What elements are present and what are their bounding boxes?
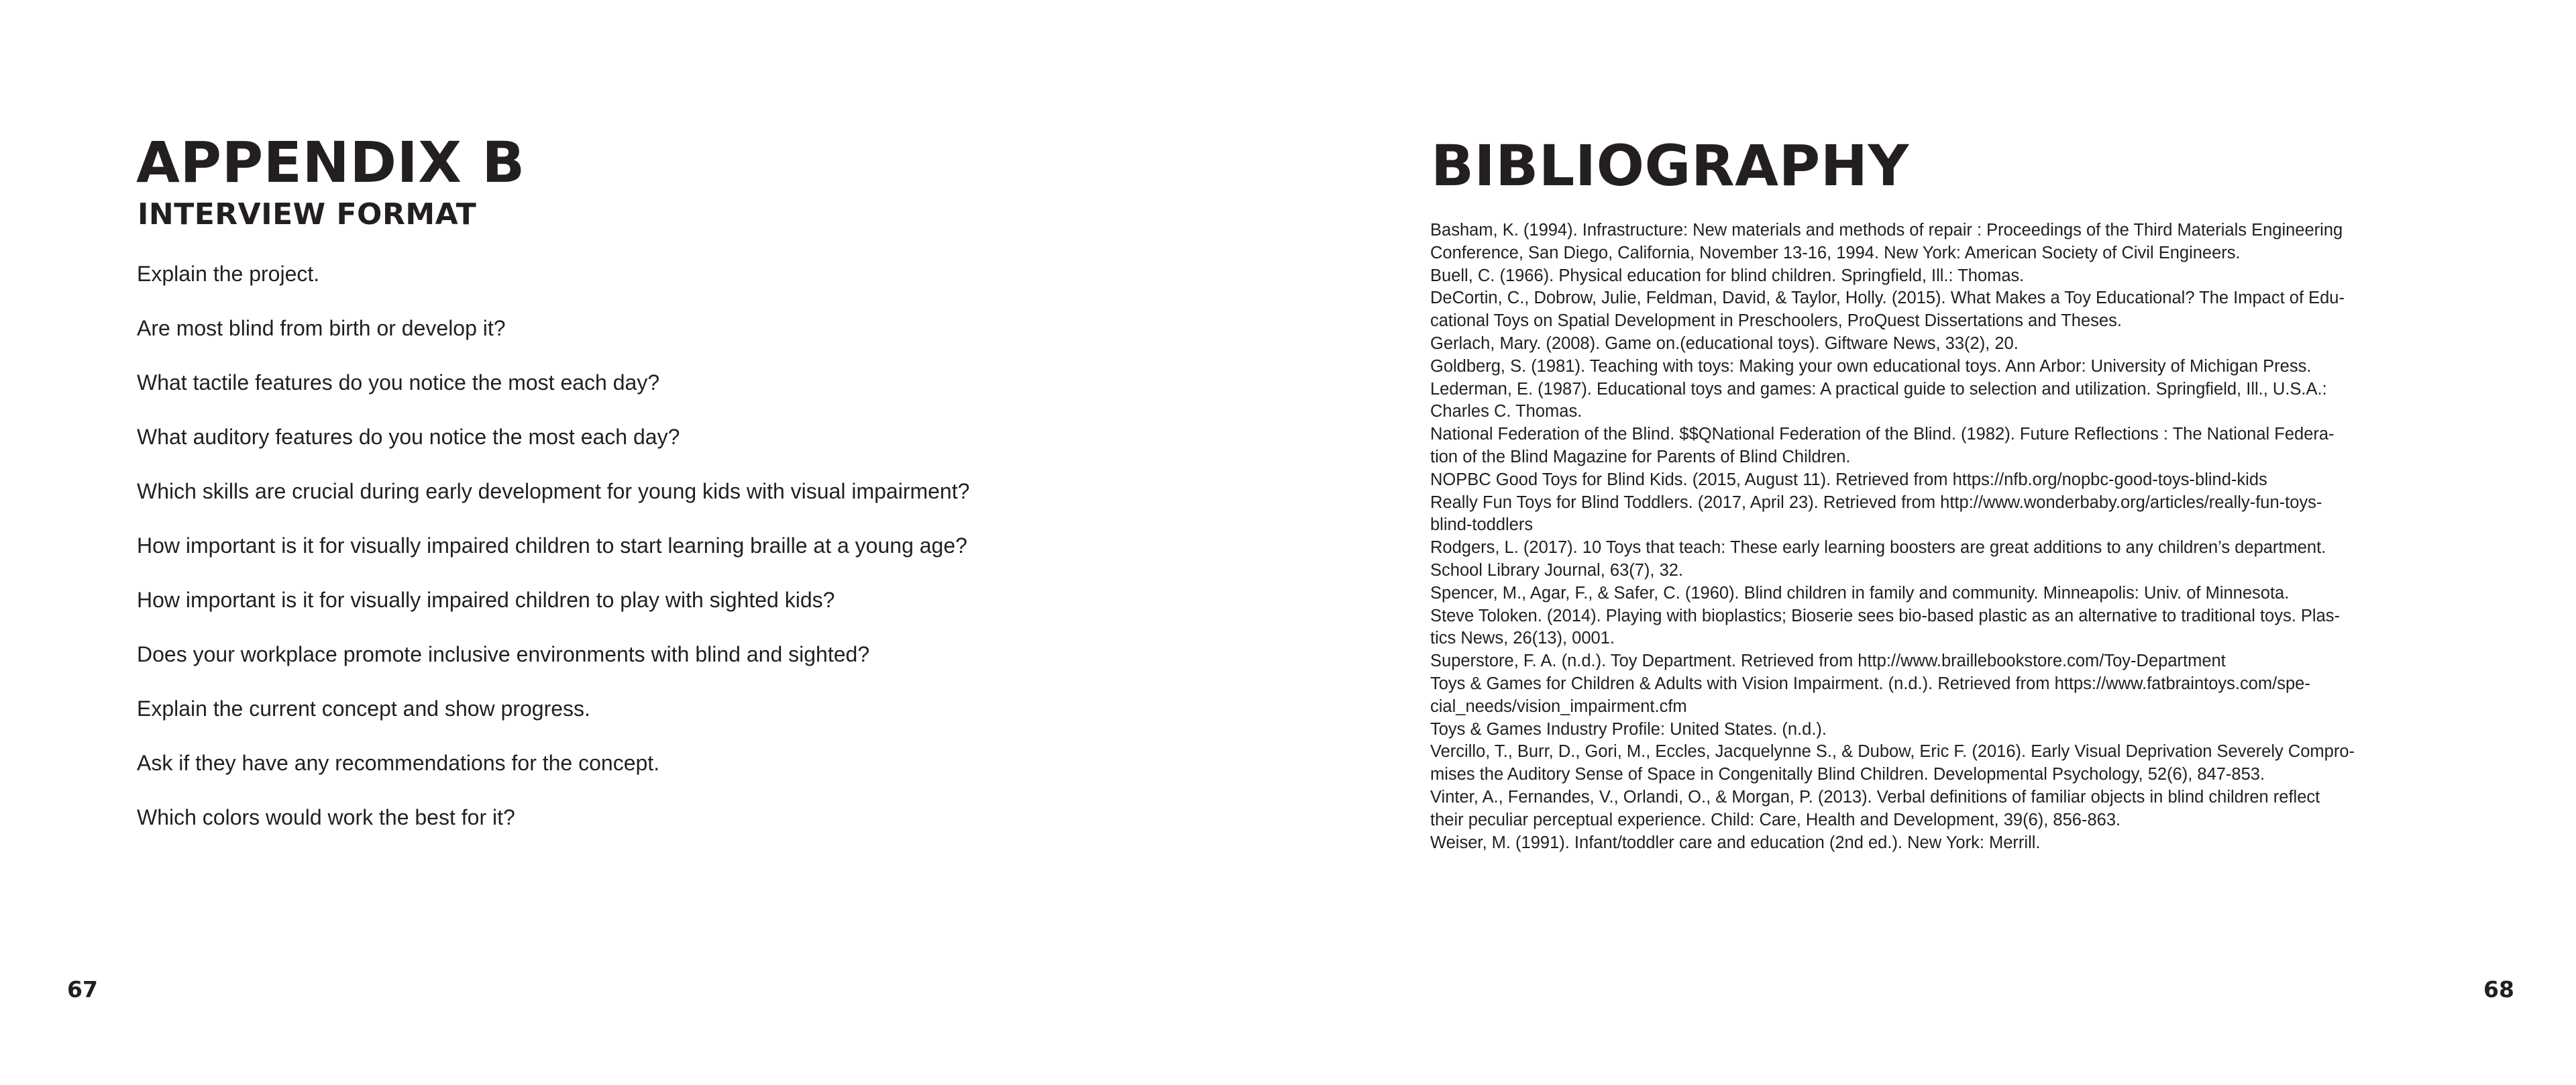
bibliography-entry — [1430, 333, 2450, 356]
bibliography-line: Basham, K. (1994). Infrastructure: New materials and methods of repair : Proceedings of the Third Materials Engineering — [1430, 221, 2343, 240]
interview-question: What tactile features do you notice the most each day? — [137, 370, 660, 395]
bibliography-entry — [1430, 265, 2450, 288]
page-number: 68 — [2483, 976, 2514, 1002]
bibliography-line: School Library Journal, 63(7), 32. — [1430, 560, 1684, 580]
bibliography-title: BIBLIOGRAPHY — [1431, 133, 1909, 199]
bibliography-line: Toys & Games Industry Profile: United States. (n.d.). — [1430, 719, 1827, 739]
bibliography-line: cial_needs/vision_impairment.cfm — [1430, 696, 1687, 716]
bibliography-line: cational Toys on Spatial Development in Preschoolers, ProQuest Dissertations and Theses. — [1430, 311, 2122, 331]
bibliography-list — [1430, 219, 2450, 854]
bibliography-entry — [1430, 605, 2450, 651]
interview-question: Explain the current concept and show progress. — [137, 696, 590, 721]
bibliography-entry — [1430, 423, 2450, 469]
page-number: 67 — [67, 976, 98, 1002]
appendix-title: APPENDIX B — [136, 130, 525, 195]
interview-question: What auditory features do you notice the most each day? — [137, 425, 680, 449]
bibliography-line: blind-toddlers — [1430, 515, 1534, 535]
bibliography-entry — [1430, 219, 2450, 265]
bibliography-line: Really Fun Toys for Blind Toddlers. (2017, April 23). Retrieved from http://www.wonderbaby.org/articles/really-fun-toys- — [1430, 493, 2322, 512]
bibliography-entry — [1430, 741, 2450, 786]
bibliography-line: DeCortin, C., Dobrow, Julie, Feldman, David, & Taylor, Holly. (2015). What Makes a Toy Educational? The Impact of Edu- — [1430, 289, 2345, 308]
bibliography-line: Toys & Games for Children & Adults with Vision Impairment. (n.d.). Retrieved from https://www.fatbraintoys.com/spe- — [1430, 674, 2310, 693]
bibliography-line: Goldberg, S. (1981). Teaching with toys: Making your own educational toys. Ann Arbor: University of Michigan Press. — [1430, 356, 2312, 376]
interview-question-list — [137, 260, 969, 858]
interview-question: Which skills are crucial during early development for young kids with visual impairment? — [137, 479, 970, 503]
bibliography-entry — [1430, 582, 2450, 605]
interview-question: Ask if they have any recommendations for the concept. — [137, 751, 660, 775]
bibliography-line: Steve Toloken. (2014). Playing with bioplastics; Bioserie sees bio-based plastic as an alternative to traditional toys. Plas- — [1430, 606, 2340, 625]
bibliography-entry — [1430, 832, 2450, 855]
bibliography-line: mises the Auditory Sense of Space in Congenitally Blind Children. Developmental Psychology, 52(6), 847-853. — [1430, 765, 2265, 784]
bibliography-line: tics News, 26(13), 0001. — [1430, 629, 1615, 648]
interview-question: Are most blind from birth or develop it? — [137, 316, 506, 340]
bibliography-entry — [1430, 673, 2450, 719]
bibliography-entry — [1430, 287, 2450, 333]
interview-question: Explain the project. — [137, 262, 320, 286]
bibliography-line: Weiser, M. (1991). Infant/toddler care and education (2nd ed.). New York: Merrill. — [1430, 833, 2041, 852]
appendix-subtitle: INTERVIEW FORMAT — [138, 197, 477, 231]
bibliography-line: Rodgers, L. (2017). 10 Toys that teach: These early learning boosters are great additions to any children’s department. — [1430, 538, 2326, 558]
interview-question: Does your workplace promote inclusive environments with blind and sighted? — [137, 642, 870, 666]
bibliography-line: NOPBC Good Toys for Blind Kids. (2015, August 11). Retrieved from https://nfb.org/nopbc-good-toys-blind-kids — [1430, 470, 2267, 489]
bibliography-line: Superstore, F. A. (n.d.). Toy Department. Retrieved from http://www.braillebookstore.com/Toy-Department — [1430, 652, 2226, 671]
bibliography-line: their peculiar perceptual experience. Child: Care, Health and Development, 39(6), 856-863. — [1430, 810, 2121, 829]
bibliography-line: Vinter, A., Fernandes, V., Orlandi, O., & Morgan, P. (2013). Verbal definitions of familiar objects in blind children reflect — [1430, 787, 2320, 807]
bibliography-entry — [1430, 378, 2450, 424]
bibliography-line: Spencer, M., Agar, F., & Safer, C. (1960). Blind children in family and community. Minneapolis: Univ. of Minnesota. — [1430, 583, 2290, 603]
bibliography-entry — [1430, 356, 2450, 378]
right-page — [1288, 0, 2576, 1085]
interview-question: How important is it for visually impaired children to play with sighted kids? — [137, 588, 835, 612]
bibliography-entry — [1430, 469, 2450, 492]
bibliography-line: tion of the Blind Magazine for Parents of Blind Children. — [1430, 447, 1851, 466]
bibliography-entry — [1430, 650, 2450, 673]
bibliography-entry — [1430, 786, 2450, 832]
bibliography-line: Charles C. Thomas. — [1430, 402, 1582, 421]
bibliography-line: Conference, San Diego, California, November 13-16, 1994. New York: American Society of Civil Engineers. — [1430, 243, 2241, 262]
bibliography-entry — [1430, 492, 2450, 537]
interview-question: Which colors would work the best for it? — [137, 805, 515, 829]
bibliography-line: Lederman, E. (1987). Educational toys and games: A practical guide to selection and utilization. Springfield, Ill., U.S.A.: — [1430, 379, 2327, 399]
bibliography-line: Gerlach, Mary. (2008). Game on.(educational toys). Giftware News, 33(2), 20. — [1430, 333, 2019, 353]
bibliography-line: Vercillo, T., Burr, D., Gori, M., Eccles, Jacquelynne S., & Dubow, Eric F. (2016). Early Visual Deprivation Severely Compro- — [1430, 742, 2355, 762]
interview-question: How important is it for visually impaired children to start learning braille at a young age? — [137, 533, 967, 558]
bibliography-line: National Federation of the Blind. $$QNational Federation of the Blind. (1982). Future Reflections : The National Federa- — [1430, 425, 2334, 444]
bibliography-entry — [1430, 537, 2450, 582]
bibliography-line: Buell, C. (1966). Physical education for blind children. Springfield, Ill.: Thomas. — [1430, 266, 2025, 285]
bibliography-entry — [1430, 719, 2450, 741]
